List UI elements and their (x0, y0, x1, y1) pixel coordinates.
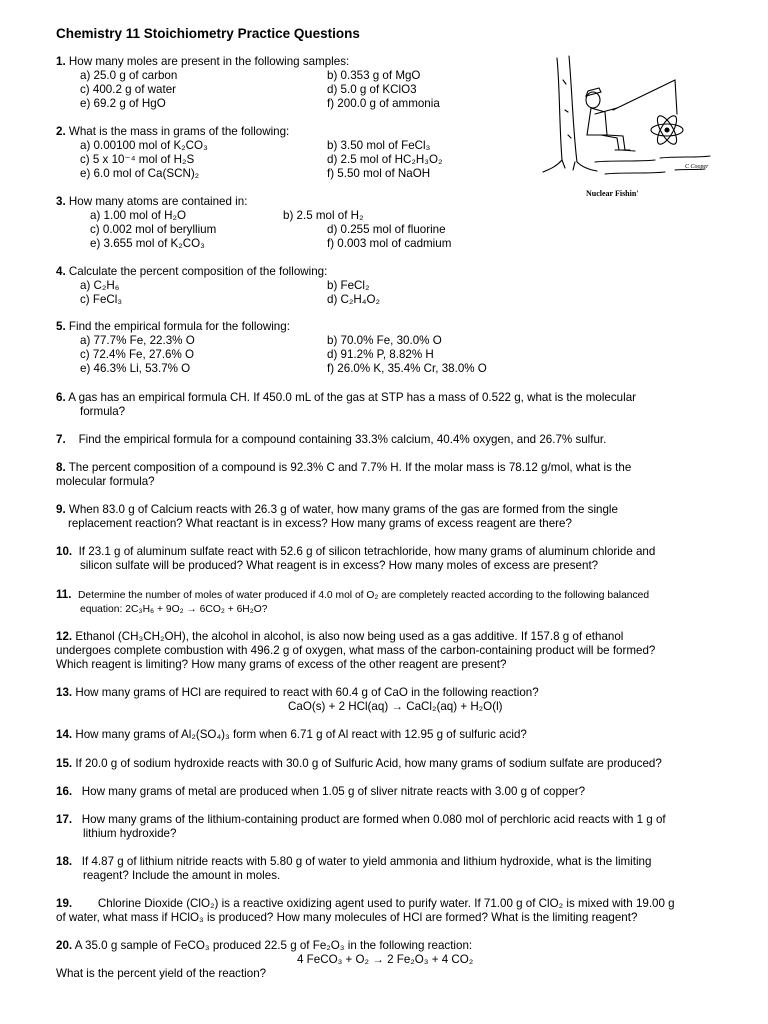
q5-option-a: a) 77.7% Fe, 22.3% O (80, 334, 195, 347)
q4-option-a: a) C₂H₆ (80, 279, 120, 292)
q3-option-d: d) 0.255 mol of fluorine (327, 223, 446, 236)
illustration-caption: Nuclear Fishin' (586, 189, 639, 198)
question-text: Ethanol (CH₃CH₂OH), the alcohol in alcohol, is also now being used as a gas additive. If 157.8 g of ethanol (75, 630, 624, 643)
question-text: A gas has an empirical formula CH. If 450.0 mL of the gas at STP has a mass of 0.522 g, what is the molecular (68, 391, 637, 404)
question-12 (56, 630, 623, 644)
question-1 (56, 55, 349, 69)
fisherman-atom-illustration (535, 50, 725, 200)
question-text: The percent composition of a compound is 92.3% C and 7.7% H. If the molar mass is 78.12 g/mol, what is the (68, 461, 632, 474)
artist-signature: C Cooper (685, 164, 709, 170)
question-text: A 35.0 g sample of FeCO₃ produced 22.5 g of Fe₂O₃ in the following reaction: (74, 939, 473, 952)
question-20-equation: 4 FeCO₃ + O₂ → 2 Fe₂O₃ + 4 CO₂ (297, 953, 474, 966)
question-19-line-2: of water, what mass if HClO₃ is produced? How many molecules of HCl are formed? What is the limiting reagent? (56, 911, 638, 924)
q3-option-a: a) 1.00 mol of H₂O (90, 209, 186, 222)
question-number: 6. (56, 391, 66, 404)
question-number: 15. (56, 757, 73, 770)
question-number: 9. (56, 503, 66, 516)
question-12-line-3: Which reagent is limiting? How many grams of excess of the other reagent are present? (56, 658, 507, 671)
question-number: 5. (56, 320, 66, 333)
q2-option-d: d) 2.5 mol of HC₂H₃O₂ (327, 153, 443, 166)
question-7 (56, 433, 606, 447)
q1-option-b: b) 0.353 g of MgO (327, 69, 421, 82)
question-17 (56, 813, 666, 827)
question-number: 14. (56, 728, 73, 741)
q5-option-b: b) 70.0% Fe, 30.0% O (327, 334, 442, 347)
question-2 (56, 125, 289, 139)
question-number: 3. (56, 195, 66, 208)
question-number: 20. (56, 939, 73, 952)
q2-option-b: b) 3.50 mol of FeCl₃ (327, 139, 431, 152)
q2-option-c: c) 5 x 10⁻⁴ mol of H₂S (80, 153, 195, 166)
question-text: Find the empirical formula for the following: (68, 320, 290, 333)
q4-option-d: d) C₂H₄O₂ (327, 293, 381, 306)
question-text: Find the empirical formula for a compound containing 33.3% calcium, 40.4% oxygen, and 26.7% sulfur. (78, 433, 607, 446)
question-19 (56, 897, 675, 911)
question-text: How many grams of metal are produced when 1.05 g of sliver nitrate reacts with 3.00 g of copper? (81, 785, 586, 798)
question-10 (56, 545, 655, 559)
q3-option-c: c) 0.002 mol of beryllium (90, 223, 217, 236)
question-number: 7. (56, 433, 66, 446)
question-text: When 83.0 g of Calcium reacts with 26.3 g of water, how many grams of the gas are formed from the single (68, 503, 618, 516)
question-text: How many grams of HCl are required to react with 60.4 g of CaO in the following reaction? (75, 686, 539, 699)
q1-option-d: d) 5.0 g of KClO3 (327, 83, 417, 96)
question-number: 4. (56, 265, 66, 278)
question-13-equation: CaO(s) + 2 HCl(aq) → CaCl₂(aq) + H₂O(l) (288, 700, 503, 713)
question-number: 18. (56, 855, 73, 868)
question-text: How many moles are present in the following samples: (68, 55, 350, 68)
question-18 (56, 855, 651, 869)
question-number: 8. (56, 461, 66, 474)
q2-option-e: e) 6.0 mol of Ca(SCN)₂ (80, 167, 200, 180)
question-3 (56, 195, 247, 209)
question-16 (56, 785, 585, 799)
question-text: How many atoms are contained in: (68, 195, 248, 208)
question-8-line-2: molecular formula? (56, 475, 155, 488)
q3-option-e: e) 3.655 mol of K₂CO₃ (90, 237, 205, 250)
question-number: 10. (56, 545, 73, 558)
question-text: If 20.0 g of sodium hydroxide reacts with 30.0 g of Sulfuric Acid, how many grams of sodium sulfate are produced? (75, 757, 662, 770)
q2-option-f: f) 5.50 mol of NaOH (327, 167, 431, 180)
question-text: What is the mass in grams of the following: (68, 125, 290, 138)
q4-option-b: b) FeCl₂ (327, 279, 370, 292)
question-14 (56, 728, 527, 742)
question-12-line-2: undergoes complete combustion with 496.2 g of oxygen, what mass of the carbon-containing product will be formed? (56, 644, 656, 657)
question-number: 1. (56, 55, 66, 68)
q5-option-d: d) 91.2% P, 8.82% H (327, 348, 434, 361)
question-number: 17. (56, 813, 73, 826)
question-20-line-3: What is the percent yield of the reaction? (56, 967, 267, 980)
question-9 (56, 503, 618, 517)
question-5 (56, 320, 290, 334)
question-text: If 4.87 g of lithium nitride reacts with 5.80 g of water to yield ammonia and lithium hydroxide, what is the limiting (81, 855, 652, 868)
question-4 (56, 265, 327, 279)
q1-option-f: f) 200.0 g of ammonia (327, 97, 440, 110)
q4-option-c: c) FeCl₃ (80, 293, 123, 306)
question-text: How many grams of the lithium-containing product are formed when 0.080 mol of perchloric acid reacts with 1 g of (81, 813, 666, 826)
q3-option-b: b) 2.5 mol of H₂ (283, 209, 364, 222)
q1-option-a: a) 25.0 g of carbon (80, 69, 178, 82)
page-title: Chemistry 11 Stoichiometry Practice Questions (56, 26, 360, 41)
q5-option-f: f) 26.0% K, 35.4% Cr, 38.0% O (327, 362, 487, 375)
q5-option-e: e) 46.3% Li, 53.7% O (80, 362, 191, 375)
q2-option-a: a) 0.00100 mol of K₂CO₃ (80, 139, 208, 152)
question-15 (56, 757, 662, 771)
question-18-line-2: reagent? Include the amount in moles. (83, 869, 281, 882)
question-number: 13. (56, 686, 73, 699)
q1-option-e: e) 69.2 g of HgO (80, 97, 166, 110)
question-11 (56, 588, 649, 603)
question-13 (56, 686, 539, 700)
question-number: 11. (56, 588, 72, 601)
question-text: How many grams of Al₂(SO₄)₃ form when 6.71 g of Al react with 12.95 g of sulfuric acid? (75, 728, 527, 741)
question-8 (56, 461, 631, 475)
q3-option-f: f) 0.003 mol of cadmium (327, 237, 452, 250)
question-number: 2. (56, 125, 66, 138)
question-text: Determine the number of moles of water produced if 4.0 mol of O₂ are completely reacted according to the following balanced (77, 590, 650, 601)
question-17-line-2: lithium hydroxide? (83, 827, 177, 840)
question-20 (56, 939, 472, 953)
question-6-line-2: formula? (80, 405, 126, 418)
question-10-line-2: silicon sulfate will be produced? What reagent is in excess? How many moles of excess are present? (80, 559, 599, 572)
question-text: If 23.1 g of aluminum sulfate react with 52.6 g of silicon tetrachloride, how many grams of aluminum chloride and (78, 545, 656, 558)
question-9-line-2: replacement reaction? What reactant is in excess? How many grams of excess reagent are there? (68, 517, 572, 530)
question-number: 16. (56, 785, 73, 798)
question-11-line-2: equation: 2C₃H₆ + 9O₂ → 6CO₂ + 6H₂O? (80, 604, 268, 615)
question-6 (56, 391, 636, 405)
q1-option-c: c) 400.2 g of water (80, 83, 177, 96)
question-number: 19. (56, 897, 73, 910)
question-text: Calculate the percent composition of the following: (68, 265, 328, 278)
question-text: Chlorine Dioxide (ClO₂) is a reactive oxidizing agent used to purify water. If 71.00 g of ClO₂ is mixed with 19.00 g (97, 897, 675, 910)
question-number: 12. (56, 630, 73, 643)
q5-option-c: c) 72.4% Fe, 27.6% O (80, 348, 195, 361)
